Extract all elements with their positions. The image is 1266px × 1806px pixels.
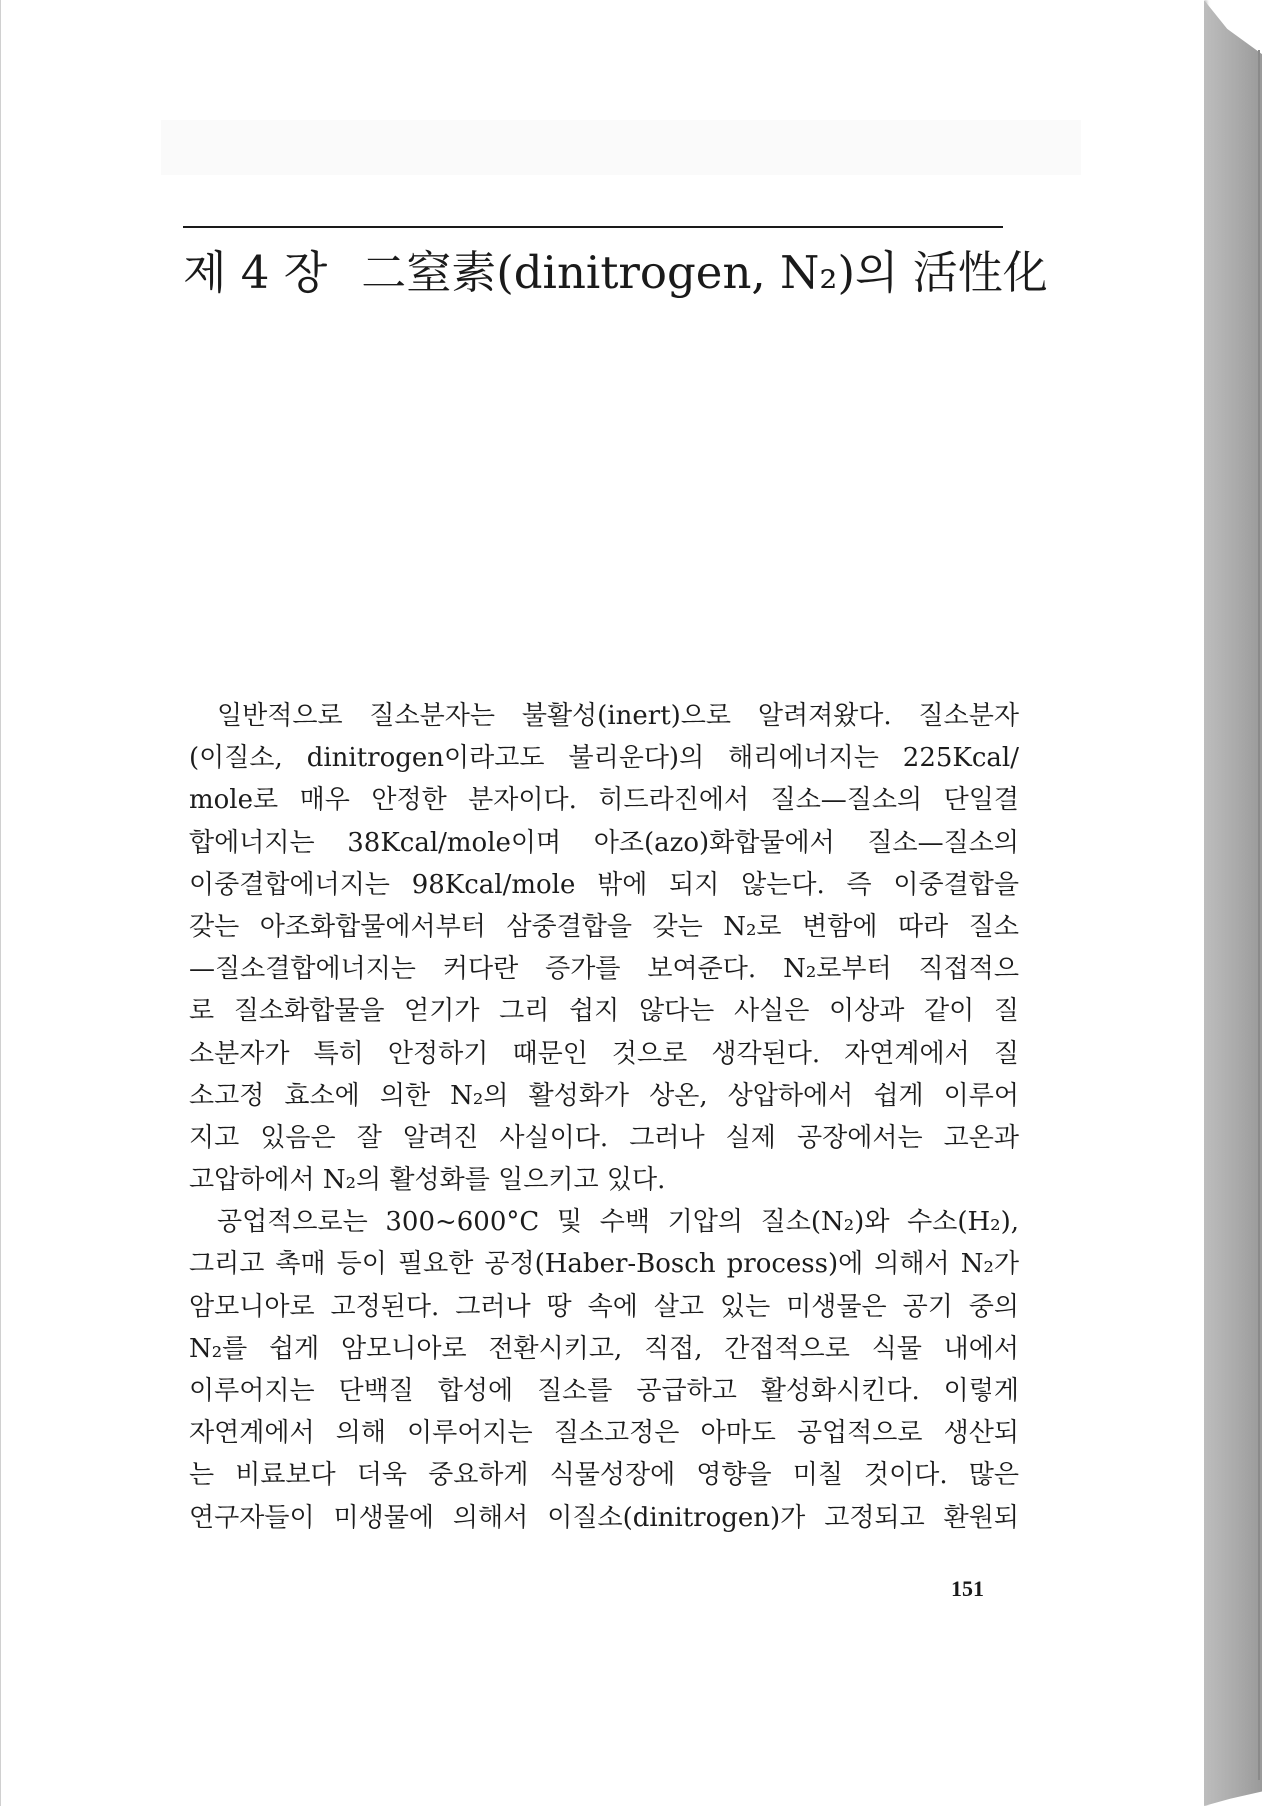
text-line: mole로 매우 안정한 분자이다. 히드라진에서 질소—질소의 단일결 <box>189 785 1019 816</box>
text-line: 암모니아로 고정된다. 그러나 땅 속에 살고 있는 미생물은 공기 중의 <box>189 1291 1019 1322</box>
text-line: 연구자들이 미생물에 의해서 이질소(dinitrogen)가 고정되고 환원되 <box>189 1502 1019 1533</box>
text-line: 갖는 아조화합물에서부터 삼중결합을 갖는 N₂로 변함에 따라 질소 <box>189 911 1019 942</box>
title-rule <box>183 226 1003 228</box>
text-line: 공업적으로는 300~600°C 및 수백 기압의 질소(N₂)와 수소(H₂), <box>217 1207 1019 1238</box>
text-line: 일반적으로 질소분자는 불활성(inert)으로 알려져왔다. 질소분자 <box>217 701 1019 731</box>
text-line: 소고정 효소에 의한 N₂의 활성화가 상온, 상압하에서 쉽게 이루어 <box>189 1080 1019 1111</box>
page-stack-edge <box>1204 0 1262 1806</box>
text-line: 로 질소화합물을 얻기가 그리 쉽지 않다는 사실은 이상과 같이 질 <box>189 996 1019 1027</box>
text-line: 이중결합에너지는 98Kcal/mole 밖에 되지 않는다. 즉 이중결합을 <box>189 869 1019 900</box>
page-number: 151 <box>951 1576 984 1601</box>
chapter-heading <box>183 240 1063 306</box>
chapter-title: 二窒素(dinitrogen, N₂)의 活性化 <box>361 246 1048 299</box>
text-line: 지고 있음은 잘 알려진 사실이다. 그러나 실제 공장에서는 고온과 <box>189 1122 1019 1153</box>
text-line: (이질소, dinitrogen이라고도 불리운다)의 해리에너지는 225Kcal/ <box>189 743 1019 774</box>
page-stack-edge-line <box>1258 50 1260 1780</box>
text-line: N₂를 쉽게 암모니아로 전환시키고, 직접, 간접적으로 식물 내에서 <box>189 1333 1019 1364</box>
text-line: 합에너지는 38Kcal/mole이며 아조(azo)화합물에서 질소—질소의 <box>189 827 1019 858</box>
chapter-number: 제 4 장 <box>183 246 328 299</box>
paragraph-2 <box>189 1201 1019 1539</box>
text-line: 이루어지는 단백질 합성에 질소를 공급하고 활성화시킨다. 이렇게 <box>189 1376 1019 1406</box>
paragraph-1 <box>189 695 1019 1201</box>
text-line: 자연계에서 의해 이루어지는 질소고정은 아마도 공업적으로 생산되 <box>189 1418 1019 1449</box>
text-line: 그리고 촉매 등이 필요한 공정(Haber-Bosch process)에 의해서 N₂가 <box>189 1249 1019 1280</box>
text-line: 소분자가 특히 안정하기 때문인 것으로 생각된다. 자연계에서 질 <box>189 1038 1019 1069</box>
text-line: 고압하에서 N₂의 활성화를 일으키고 있다. <box>189 1165 666 1196</box>
text-line: —질소결합에너지는 커다란 증가를 보여준다. N₂로부터 직접적으 <box>189 954 1019 985</box>
body-text <box>189 695 1019 1539</box>
text-line: 는 비료보다 더욱 중요하게 식물성장에 영향을 미칠 것이다. 많은 <box>189 1460 1019 1491</box>
scan-shading <box>161 120 1081 175</box>
